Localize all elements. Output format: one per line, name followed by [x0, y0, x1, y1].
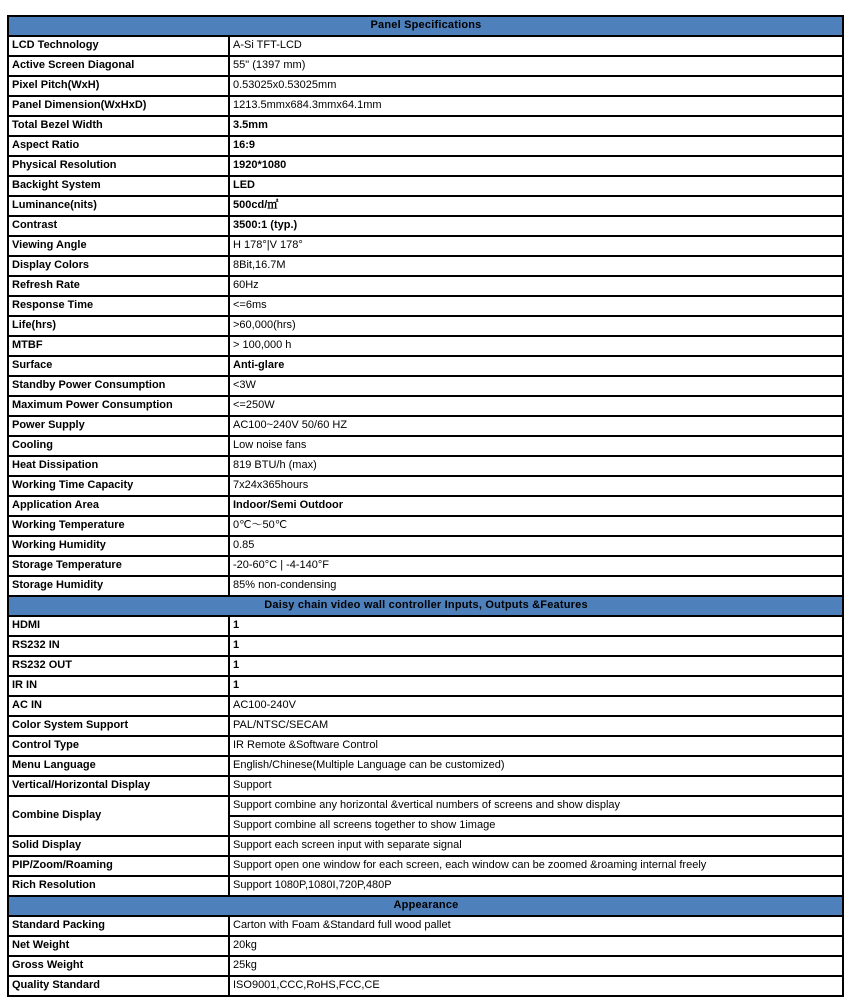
spec-value: IR Remote &Software Control	[229, 736, 843, 756]
spec-row	[8, 556, 843, 576]
spec-label: Application Area	[8, 496, 229, 516]
spec-row	[8, 796, 843, 816]
spec-table	[7, 15, 844, 997]
spec-value: Indoor/Semi Outdoor	[229, 496, 843, 516]
spec-row	[8, 476, 843, 496]
section-header-row	[8, 896, 843, 916]
spec-row	[8, 516, 843, 536]
spec-value: ISO9001,CCC,RoHS,FCC,CE	[229, 976, 843, 996]
spec-value: Anti-glare	[229, 356, 843, 376]
spec-value: 8Bit,16.7M	[229, 256, 843, 276]
spec-value: 500cd/㎡	[229, 196, 843, 216]
spec-label: RS232 IN	[8, 636, 229, 656]
spec-row	[8, 716, 843, 736]
spec-value: AC100-240V	[229, 696, 843, 716]
spec-label: LCD Technology	[8, 36, 229, 56]
section-title: Panel Specifications	[8, 16, 843, 36]
spec-label: Active Screen Diagonal	[8, 56, 229, 76]
spec-label: Working Temperature	[8, 516, 229, 536]
spec-row	[8, 456, 843, 476]
spec-value: 3500:1 (typ.)	[229, 216, 843, 236]
spec-label: Standard Packing	[8, 916, 229, 936]
spec-label: Standby Power Consumption	[8, 376, 229, 396]
spec-value: <3W	[229, 376, 843, 396]
spec-row	[8, 196, 843, 216]
spec-value: 1	[229, 676, 843, 696]
spec-label: PIP/Zoom/Roaming	[8, 856, 229, 876]
spec-value: AC100~240V 50/60 HZ	[229, 416, 843, 436]
section-header-row	[8, 596, 843, 616]
spec-value: 25kg	[229, 956, 843, 976]
spec-row	[8, 396, 843, 416]
spec-label: AC IN	[8, 696, 229, 716]
spec-row	[8, 116, 843, 136]
spec-label: Total Bezel Width	[8, 116, 229, 136]
spec-row	[8, 156, 843, 176]
spec-label: Color System Support	[8, 716, 229, 736]
spec-row	[8, 56, 843, 76]
spec-label: HDMI	[8, 616, 229, 636]
spec-value: 55" (1397 mm)	[229, 56, 843, 76]
spec-value: >60,000(hrs)	[229, 316, 843, 336]
spec-row	[8, 876, 843, 896]
spec-label: Contrast	[8, 216, 229, 236]
spec-row	[8, 656, 843, 676]
spec-label: Combine Display	[8, 796, 229, 836]
spec-label: Cooling	[8, 436, 229, 456]
spec-value: 819 BTU/h (max)	[229, 456, 843, 476]
spec-row	[8, 36, 843, 56]
spec-label: IR IN	[8, 676, 229, 696]
spec-value: > 100,000 h	[229, 336, 843, 356]
spec-label: Menu Language	[8, 756, 229, 776]
spec-value: 1	[229, 656, 843, 676]
spec-row	[8, 216, 843, 236]
spec-row	[8, 836, 843, 856]
spec-value: Support 1080P,1080I,720P,480P	[229, 876, 843, 896]
spec-row	[8, 436, 843, 456]
spec-row	[8, 736, 843, 756]
spec-value: 16:9	[229, 136, 843, 156]
spec-row	[8, 276, 843, 296]
spec-value: 1	[229, 616, 843, 636]
spec-label: Display Colors	[8, 256, 229, 276]
spec-label: Rich Resolution	[8, 876, 229, 896]
spec-value: Low noise fans	[229, 436, 843, 456]
spec-label: Vertical/Horizontal Display	[8, 776, 229, 796]
spec-row	[8, 76, 843, 96]
spec-value: <=6ms	[229, 296, 843, 316]
spec-label: Backight System	[8, 176, 229, 196]
spec-value: 0.53025x0.53025mm	[229, 76, 843, 96]
spec-row	[8, 96, 843, 116]
spec-value: Carton with Foam &Standard full wood pallet	[229, 916, 843, 936]
spec-row	[8, 496, 843, 516]
spec-label: Storage Temperature	[8, 556, 229, 576]
spec-label: Solid Display	[8, 836, 229, 856]
spec-label: Power Supply	[8, 416, 229, 436]
spec-value: 0℃～50℃	[229, 516, 843, 536]
spec-row	[8, 696, 843, 716]
spec-value: PAL/NTSC/SECAM	[229, 716, 843, 736]
spec-row	[8, 636, 843, 656]
spec-row	[8, 136, 843, 156]
spec-label: Aspect Ratio	[8, 136, 229, 156]
spec-row	[8, 616, 843, 636]
section-title: Appearance	[8, 896, 843, 916]
spec-row	[8, 236, 843, 256]
spec-row	[8, 296, 843, 316]
spec-row	[8, 316, 843, 336]
spec-label: Pixel Pitch(WxH)	[8, 76, 229, 96]
spec-value: 60Hz	[229, 276, 843, 296]
spec-label: Net Weight	[8, 936, 229, 956]
spec-row	[8, 416, 843, 436]
spec-value: Support open one window for each screen, each window can be zoomed &roaming internal freely	[229, 856, 843, 876]
spec-row	[8, 916, 843, 936]
spec-label: Refresh Rate	[8, 276, 229, 296]
spec-row	[8, 176, 843, 196]
spec-value: LED	[229, 176, 843, 196]
spec-row	[8, 776, 843, 796]
spec-label: Response Time	[8, 296, 229, 316]
spec-value: 85% non-condensing	[229, 576, 843, 596]
spec-value: 7x24x365hours	[229, 476, 843, 496]
spec-label: Storage Humidity	[8, 576, 229, 596]
spec-value: <=250W	[229, 396, 843, 416]
spec-value: Support combine all screens together to show 1image	[229, 816, 843, 836]
spec-label: Panel Dimension(WxHxD)	[8, 96, 229, 116]
spec-row	[8, 936, 843, 956]
spec-label: Viewing Angle	[8, 236, 229, 256]
spec-label: Working Humidity	[8, 536, 229, 556]
spec-label: RS232 OUT	[8, 656, 229, 676]
spec-value: 3.5mm	[229, 116, 843, 136]
spec-value: -20-60°C | -4-140°F	[229, 556, 843, 576]
spec-label: Quality Standard	[8, 976, 229, 996]
spec-row	[8, 756, 843, 776]
spec-value: English/Chinese(Multiple Language can be customized)	[229, 756, 843, 776]
spec-label: Life(hrs)	[8, 316, 229, 336]
spec-row	[8, 676, 843, 696]
spec-label: Maximum Power Consumption	[8, 396, 229, 416]
spec-value: Support combine any horizontal &vertical numbers of screens and show display	[229, 796, 843, 816]
spec-row	[8, 536, 843, 556]
spec-label: Gross Weight	[8, 956, 229, 976]
spec-row	[8, 576, 843, 596]
spec-label: Control Type	[8, 736, 229, 756]
spec-label: Working Time Capacity	[8, 476, 229, 496]
spec-label: Luminance(nits)	[8, 196, 229, 216]
spec-row	[8, 356, 843, 376]
spec-value: H 178°|V 178°	[229, 236, 843, 256]
spec-row	[8, 976, 843, 996]
spec-row	[8, 856, 843, 876]
spec-row	[8, 256, 843, 276]
spec-label: Surface	[8, 356, 229, 376]
spec-value: 0.85	[229, 536, 843, 556]
spec-value: 1213.5mmx684.3mmx64.1mm	[229, 96, 843, 116]
section-title: Daisy chain video wall controller Inputs, Outputs &Features	[8, 596, 843, 616]
spec-row	[8, 956, 843, 976]
spec-value: 1920*1080	[229, 156, 843, 176]
spec-value: 20kg	[229, 936, 843, 956]
spec-label: Physical Resolution	[8, 156, 229, 176]
spec-value: A-Si TFT-LCD	[229, 36, 843, 56]
spec-value: 1	[229, 636, 843, 656]
spec-label: Heat Dissipation	[8, 456, 229, 476]
spec-value: Support each screen input with separate signal	[229, 836, 843, 856]
spec-row	[8, 336, 843, 356]
section-header-row	[8, 16, 843, 36]
spec-row	[8, 376, 843, 396]
spec-value: Support	[229, 776, 843, 796]
spec-label: MTBF	[8, 336, 229, 356]
